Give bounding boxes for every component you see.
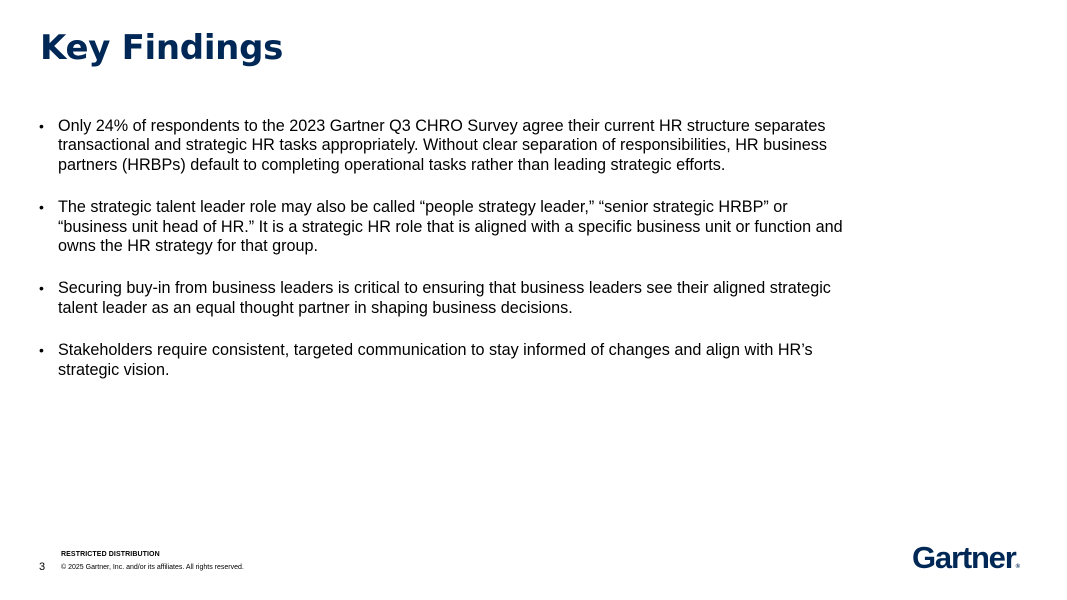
bullet-icon: • [39,342,44,359]
gartner-logo [912,538,1020,587]
bullet-icon: • [39,118,44,134]
restricted-distribution-label: RESTRICTED DISTRIBUTION [61,551,160,558]
bullet-icon: • [39,280,44,297]
finding-text: The strategic talent leader role may also be called “people strategy leader,” “senior strategic HRBP” or “business unit head of HR.” It is a strategic HR role that is aligned with a specific business unit or function and owns the HR strategy for that group. [58,198,843,256]
page-number: 3 [39,561,46,573]
slide-title: Key Findings [40,28,284,68]
logo-wordmark: Gartner [912,540,1016,575]
finding-item [38,117,848,175]
finding-item [38,279,848,318]
copyright-notice: © 2025 Gartner, Inc. and/or its affiliates. All rights reserved. [61,564,244,571]
finding-text: Securing buy-in from business leaders is critical to ensuring that business leaders see their aligned strategic talent leader as an equal thought partner in shaping business decisions. [58,279,831,317]
finding-item [38,341,848,380]
bullet-icon: • [39,199,44,216]
registered-mark-icon: ® [1015,564,1021,570]
finding-item [38,198,848,256]
key-findings-list [38,117,848,403]
finding-text: Stakeholders require consistent, targeted communication to stay informed of changes and align with HR’s strategic vision. [58,341,813,379]
finding-text: Only 24% of respondents to the 2023 Gartner Q3 CHRO Survey agree their current HR structure separates transactional and strategic HR tasks appropriately. Without clear separation of responsibilities, HR business partners (HRBPs) default to completing operational tasks rather than leading strategic efforts. [58,117,827,174]
